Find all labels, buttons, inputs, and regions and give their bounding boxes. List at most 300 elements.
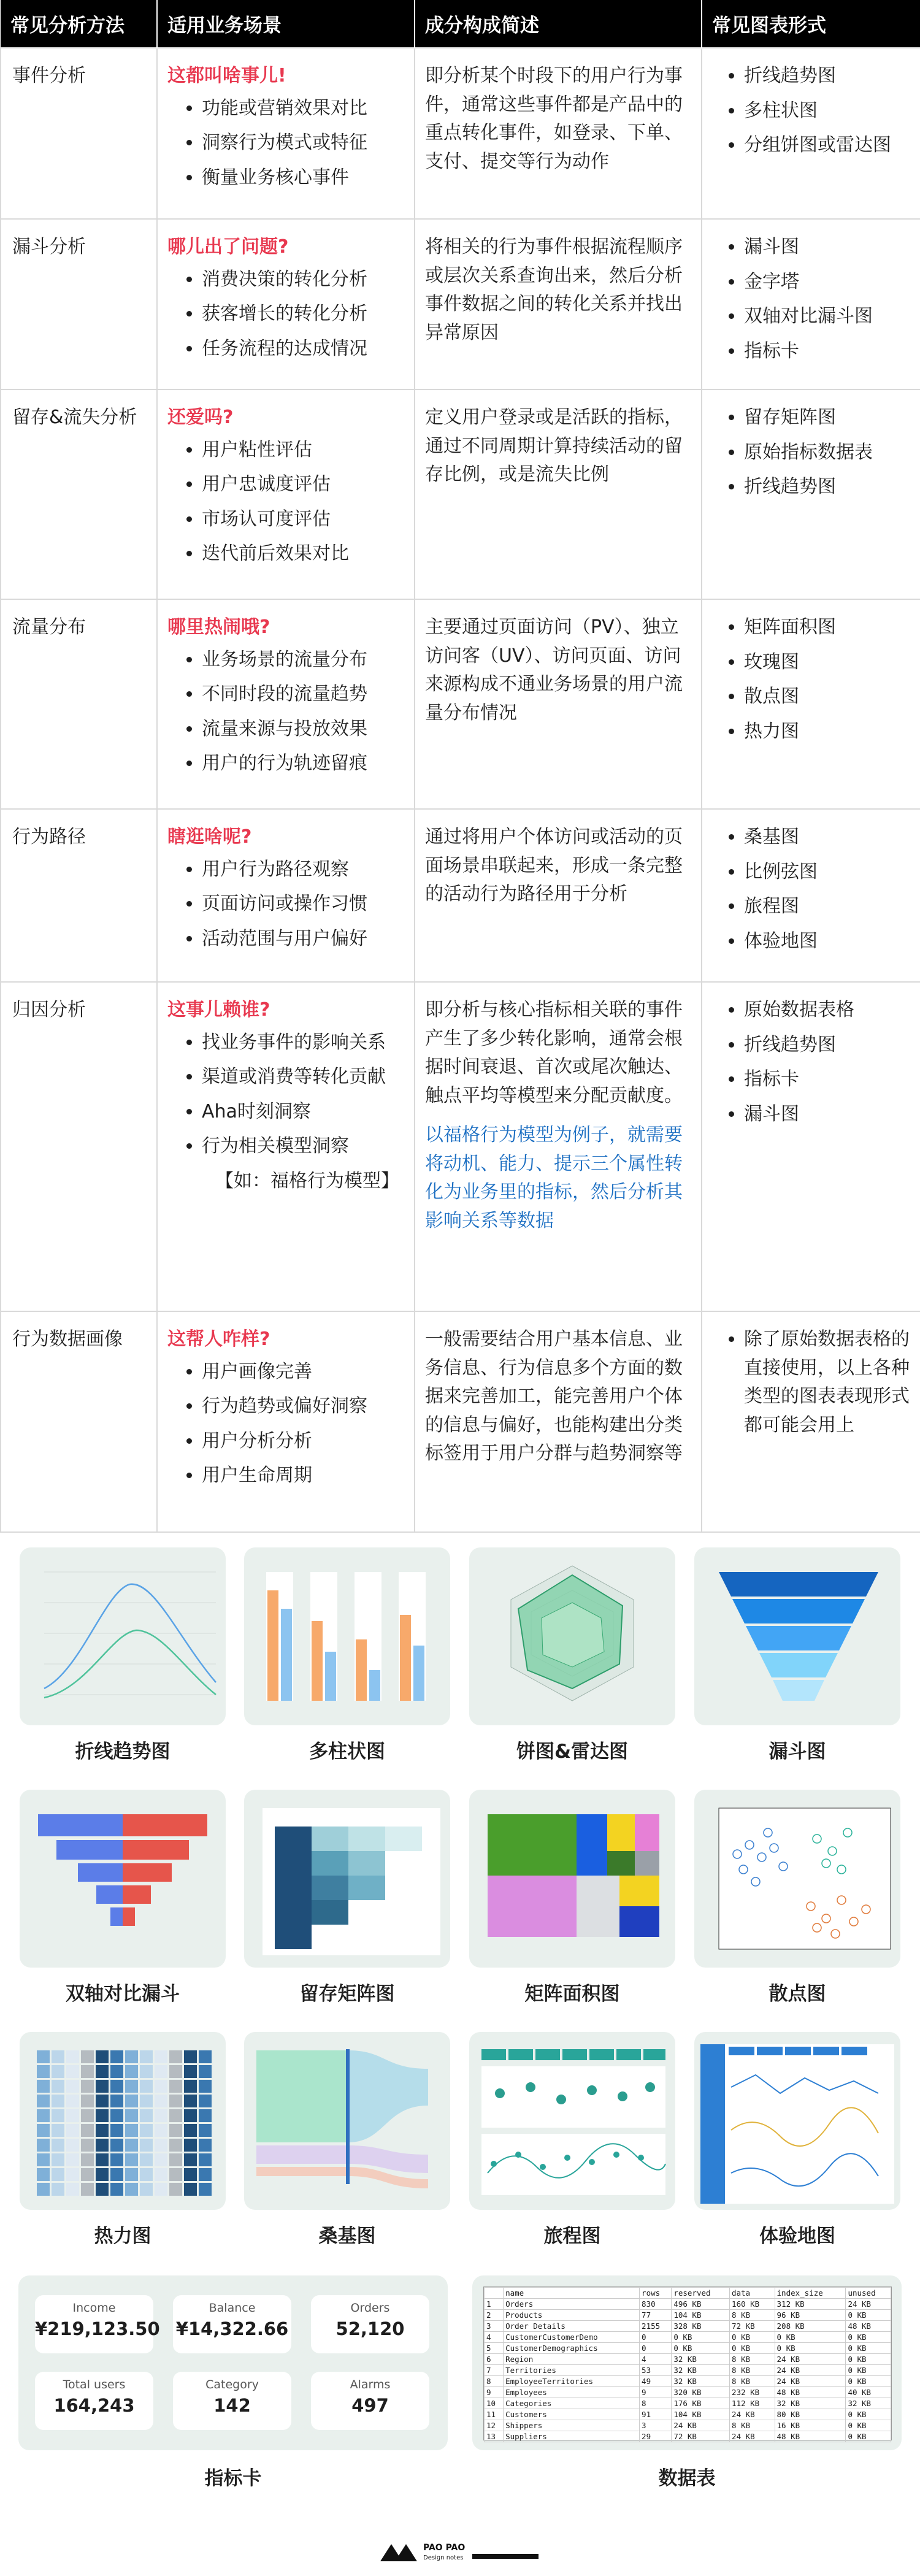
- heatmap-cell: [155, 2168, 167, 2181]
- scene-item: • 获客增长的转化分析: [202, 300, 404, 329]
- bar-chart-card: [244, 1547, 450, 1725]
- chart-item: • 体验地图: [744, 927, 910, 956]
- data-table-cell: 0 KB: [730, 2343, 775, 2354]
- heatmap-cell: [140, 2153, 153, 2166]
- heatmap-cell: [37, 2050, 50, 2063]
- heatmap-cell: [199, 2095, 212, 2107]
- data-table-cell: 0 KB: [846, 2354, 891, 2365]
- kpi-label: Balance: [209, 2301, 256, 2315]
- treemap-card: [469, 1790, 675, 1968]
- heatmap-cell: [96, 2109, 109, 2122]
- heatmap-cell: [155, 2080, 167, 2093]
- line-chart-thumbnail: [20, 1547, 226, 1725]
- table-row: [485, 2310, 891, 2321]
- logo-line1: PAO PAO: [423, 2543, 466, 2553]
- heatmap-cell: [155, 2109, 167, 2122]
- data-table-cell: CustomerDemographics: [504, 2343, 640, 2354]
- data-table-cell: 77: [640, 2310, 672, 2321]
- heatmap-cell: [169, 2168, 182, 2181]
- heatmap-cell: [140, 2124, 153, 2137]
- data-table-cell: 24 KB: [846, 2299, 891, 2310]
- charts-cell: [702, 982, 920, 1311]
- heatmap-cell: [96, 2065, 109, 2078]
- heatmap-cell: [37, 2065, 50, 2078]
- sankey-caption: 桑基图: [318, 2225, 376, 2247]
- data-table-cell: 3: [640, 2420, 672, 2431]
- heatmap-cell: [52, 2065, 64, 2078]
- scene-cell: [157, 48, 415, 219]
- data-table-cell: 208 KB: [775, 2321, 846, 2332]
- data-table-cell: 160 KB: [730, 2299, 775, 2310]
- charts-cell: [702, 219, 920, 389]
- heatmap-cell: [184, 2153, 197, 2166]
- heatmap-cell: [52, 2050, 64, 2063]
- desc-cell: 定义用户登录或是活跃的指标，通过不同周期计算持续活动的留存比例，或是流失比例: [415, 389, 702, 599]
- data-table-cell: 32 KB: [846, 2398, 891, 2409]
- data-table-cell: 4: [640, 2354, 672, 2365]
- chart-item: • 玫瑰图: [744, 648, 910, 677]
- kpi-card-income: [35, 2295, 160, 2353]
- data-table-cell: 1: [485, 2299, 504, 2310]
- data-table-caption: 数据表: [658, 2467, 716, 2490]
- heatmap-cell: [125, 2050, 138, 2063]
- data-table-cell: 10: [485, 2398, 504, 2409]
- data-table-cell: 24 KB: [730, 2409, 775, 2420]
- heatmap-cell: [66, 2139, 79, 2152]
- data-table-cell: 24 KB: [730, 2431, 775, 2442]
- data-table-cell: 0: [640, 2332, 672, 2343]
- heatmap-cell: [66, 2050, 79, 2063]
- scene-item: • 市场认可度评估: [202, 505, 404, 534]
- journey-thumbnail: [469, 2032, 675, 2210]
- heatmap-cell: [110, 2124, 123, 2137]
- heatmap-cell: [125, 2080, 138, 2093]
- funnel-chart-card: [694, 1547, 900, 1725]
- scene-question: 瞎逛啥呢?: [167, 826, 252, 848]
- heatmap-cell: [140, 2095, 153, 2107]
- heatmap-cell: [96, 2153, 109, 2166]
- data-table-cell: Orders: [504, 2299, 640, 2310]
- heatmap-cell: [81, 2095, 94, 2107]
- data-table-cell: 96 KB: [775, 2310, 846, 2321]
- data-table-cell: Customers: [504, 2409, 640, 2420]
- heatmap-cell: [66, 2168, 79, 2181]
- scene-item: • 渠道或消费等转化贡献: [202, 1063, 404, 1092]
- heatmap-cell: [184, 2139, 197, 2152]
- heatmap-thumbnail: [20, 2032, 226, 2210]
- brand-logo: [380, 2538, 540, 2563]
- heatmap-cell: [81, 2050, 94, 2063]
- heatmap-cell: [81, 2168, 94, 2181]
- heatmap-cell: [125, 2095, 138, 2107]
- sankey-card: [244, 2032, 450, 2210]
- heatmap-cell: [96, 2080, 109, 2093]
- journey-card: [469, 2032, 675, 2210]
- table-row: [485, 2365, 891, 2376]
- method-cell: 行为数据画像: [1, 1311, 157, 1532]
- dual-funnel-card: [20, 1790, 226, 1968]
- table-row: [1, 599, 920, 809]
- chart-item: • 分组饼图或雷达图: [744, 131, 910, 160]
- heatmap-cell: [199, 2139, 212, 2152]
- table-row: [485, 2420, 891, 2431]
- heatmap-cell: [110, 2139, 123, 2152]
- heatmap-cell: [125, 2153, 138, 2166]
- heatmap-cell: [110, 2080, 123, 2093]
- heatmap-cell: [155, 2183, 167, 2196]
- data-table-cell: 0 KB: [846, 2420, 891, 2431]
- treemap-thumbnail: [469, 1790, 675, 1968]
- data-table-cell: 9: [640, 2387, 672, 2398]
- data-table-cell: 8 KB: [730, 2310, 775, 2321]
- scene-item: • 流量来源与投放效果: [202, 715, 404, 744]
- data-table-cell: Region: [504, 2354, 640, 2365]
- heatmap-cell: [52, 2109, 64, 2122]
- heatmap-cell: [140, 2065, 153, 2078]
- data-table-header: [485, 2288, 891, 2299]
- desc-cell: 主要通过页面访问（PV）、独立访问客（UV）、访问页面、访问来源构成不通业务场景的用户流量分布情况: [415, 599, 702, 809]
- data-table-cell: 312 KB: [775, 2299, 846, 2310]
- data-table-cell: 48 KB: [846, 2321, 891, 2332]
- heatmap-cell: [169, 2065, 182, 2078]
- heatmap-cell: [125, 2065, 138, 2078]
- kpi-value: ¥219,123.50: [35, 2318, 160, 2339]
- data-table-cell: 830: [640, 2299, 672, 2310]
- heatmap-cell: [169, 2139, 182, 2152]
- heatmap-cell: [184, 2080, 197, 2093]
- heatmap-cell: [155, 2050, 167, 2063]
- table-row: [485, 2332, 891, 2343]
- heatmap-cell: [37, 2109, 50, 2122]
- method-cell: 事件分析: [1, 48, 157, 219]
- table-row: [485, 2409, 891, 2420]
- data-table-cell: 0 KB: [775, 2343, 846, 2354]
- chart-item: • 折线趋势图: [744, 62, 910, 91]
- heatmap-cell: [96, 2183, 109, 2196]
- data-table-cell: 24 KB: [775, 2354, 846, 2365]
- kpi-label: Alarms: [350, 2378, 391, 2391]
- data-table-cell: 32 KB: [672, 2354, 730, 2365]
- kpi-card-alarms: [311, 2372, 429, 2430]
- scene-item: • 用户忠诚度评估: [202, 470, 404, 499]
- heatmap-cell: [155, 2153, 167, 2166]
- chart-item: • 桑基图: [744, 823, 910, 852]
- dual-funnel-thumbnail: [20, 1790, 226, 1968]
- scene-cell: [157, 599, 415, 809]
- heatmap-cell: [169, 2109, 182, 2122]
- kpi-card-orders: [311, 2295, 429, 2353]
- chart-item: • 热力图: [744, 718, 910, 746]
- bar-chart-caption: 多柱状图: [309, 1741, 385, 1763]
- charts-cell: [702, 389, 920, 599]
- chart-item: • 指标卡: [744, 337, 910, 366]
- heatmap-caption: 热力图: [94, 2225, 151, 2247]
- scene-item: • 消费决策的转化分析: [202, 266, 404, 294]
- line-chart-caption: 折线趋势图: [75, 1741, 171, 1763]
- table-row: [485, 2321, 891, 2332]
- heatmap-cell: [52, 2168, 64, 2181]
- data-table-cell: 80 KB: [775, 2409, 846, 2420]
- table-row: [1, 219, 920, 389]
- heatmap-cell: [96, 2168, 109, 2181]
- heatmap-cell: [199, 2124, 212, 2137]
- kpi-value: ¥14,322.66: [175, 2318, 289, 2339]
- data-table-cell: 8: [640, 2398, 672, 2409]
- scene-item: • 找业务事件的影响关系: [202, 1029, 404, 1057]
- heatmap-cell: [52, 2095, 64, 2107]
- data-table-cell: 29: [640, 2431, 672, 2442]
- kpi-label: Income: [72, 2301, 116, 2315]
- scene-cell: [157, 389, 415, 599]
- kpi-card-users: [35, 2372, 153, 2430]
- heatmap-cell: [52, 2080, 64, 2093]
- desc-cell: [415, 982, 702, 1311]
- data-table-cell: 0 KB: [775, 2332, 846, 2343]
- data-table-cell: 16 KB: [775, 2420, 846, 2431]
- kpi-value: 52,120: [335, 2318, 405, 2339]
- kpi-label: Orders: [350, 2301, 390, 2315]
- heatmap-cell: [96, 2095, 109, 2107]
- kpi-label: Category: [205, 2378, 259, 2391]
- heatmap-cell: [169, 2183, 182, 2196]
- heatmap-cell: [125, 2183, 138, 2196]
- heatmap-cell: [81, 2109, 94, 2122]
- header-scene: 适用业务场景: [157, 0, 415, 48]
- data-table-cell: 112 KB: [730, 2398, 775, 2409]
- kpi-caption: 指标卡: [204, 2467, 262, 2490]
- data-table-cell: 32 KB: [775, 2398, 846, 2409]
- scene-cell: [157, 1311, 415, 1532]
- heatmap-cell: [37, 2080, 50, 2093]
- table-row: [485, 2299, 891, 2310]
- data-table-cell: Suppliers: [504, 2431, 640, 2442]
- heatmap-cell: [199, 2109, 212, 2122]
- data-table-cell: 40 KB: [846, 2387, 891, 2398]
- data-table-cell: 2155: [640, 2321, 672, 2332]
- method-cell: 留存&流失分析: [1, 389, 157, 599]
- heatmap-cell: [81, 2183, 94, 2196]
- heatmap-cell: [37, 2095, 50, 2107]
- heatmap-cell: [155, 2124, 167, 2137]
- heatmap-cell: [110, 2095, 123, 2107]
- desc-highlight: 以福格行为模型为例子，就需要将动机、能力、提示三个属性转化为业务里的指标，然后分析其影响关系等数据: [425, 1124, 683, 1232]
- data-table-column-header: index_size: [775, 2288, 846, 2299]
- scene-item: • 功能或营销效果对比: [202, 94, 404, 123]
- scene-item: • Aha时刻洞察: [202, 1098, 404, 1127]
- heatmap-cell: [169, 2080, 182, 2093]
- scene-item: • 用户生命周期: [202, 1462, 404, 1490]
- chart-item: • 多柱状图: [744, 97, 910, 126]
- heatmap-cell: [199, 2153, 212, 2166]
- heatmap-cell: [96, 2050, 109, 2063]
- data-table-cell: 0: [640, 2343, 672, 2354]
- data-table-cell: 0 KB: [846, 2310, 891, 2321]
- charts-cell: [702, 48, 920, 219]
- heatmap-cell: [199, 2183, 212, 2196]
- header-desc: 成分构成简述: [415, 0, 702, 48]
- desc-cell: 将相关的行为事件根据流程顺序或层次关系查询出来，然后分析事件数据之间的转化关系并找出异常原因: [415, 219, 702, 389]
- desc-text: 即分析与核心指标相关联的事件产生了多少转化影响，通常会根据时间衰退、首次或尾次触达、触点平均等模型来分配贡献度。: [425, 999, 683, 1106]
- table-row: [485, 2376, 891, 2387]
- scene-item: • 不同时段的流量趋势: [202, 680, 404, 709]
- data-table-cell: 32 KB: [672, 2376, 730, 2387]
- kpi-label: Total users: [63, 2378, 126, 2391]
- data-table-column-header: unused: [846, 2288, 891, 2299]
- heatmap-cell: [199, 2065, 212, 2078]
- heatmap-card: [20, 2032, 226, 2210]
- table-row: [485, 2431, 891, 2442]
- heatmap-cell: [96, 2124, 109, 2137]
- data-table-cell: 72 KB: [730, 2321, 775, 2332]
- data-table-cell: 8 KB: [730, 2365, 775, 2376]
- scene-item: • 页面访问或操作习惯: [202, 890, 404, 919]
- data-table-cell: EmployeeTerritories: [504, 2376, 640, 2387]
- heatmap-cell: [37, 2183, 50, 2196]
- logo-line2: Design notes: [423, 2555, 464, 2561]
- data-table-cell: 24 KB: [775, 2376, 846, 2387]
- data-table-cell: Territories: [504, 2365, 640, 2376]
- heatmap-cell: [66, 2183, 79, 2196]
- heatmap-cell: [37, 2153, 50, 2166]
- kpi-value: 142: [213, 2395, 251, 2416]
- retention-thumbnail: [244, 1790, 450, 1968]
- table-row: [1, 48, 920, 219]
- data-table-column-header: rows: [640, 2288, 672, 2299]
- heatmap-cell: [184, 2095, 197, 2107]
- table-row: [485, 2343, 891, 2354]
- scene-item: • 迭代前后效果对比: [202, 540, 404, 569]
- heatmap-cell: [81, 2153, 94, 2166]
- heatmap-cell: [81, 2065, 94, 2078]
- data-table-cell: 6: [485, 2354, 504, 2365]
- scene-question: 这都叫啥事儿!: [167, 65, 286, 86]
- data-table-cell: 2: [485, 2310, 504, 2321]
- heatmap-cell: [155, 2065, 167, 2078]
- heatmap-cell: [140, 2050, 153, 2063]
- data-table-cell: 32 KB: [672, 2365, 730, 2376]
- heatmap-cell: [184, 2050, 197, 2063]
- heatmap-cell: [52, 2139, 64, 2152]
- method-cell: 归因分析: [1, 982, 157, 1311]
- data-table-cell: 72 KB: [672, 2431, 730, 2442]
- chart-item: • 除了原始数据表格的直接使用，以上各种类型的图表表现形式都可能会用上: [744, 1325, 910, 1439]
- scene-cell: [157, 219, 415, 389]
- table-row: [1, 809, 920, 982]
- heatmap-cell: [155, 2095, 167, 2107]
- heatmap-cell: [155, 2139, 167, 2152]
- data-table-cell: Employees: [504, 2387, 640, 2398]
- data-table-cell: 13: [485, 2431, 504, 2442]
- heatmap-cell: [184, 2168, 197, 2181]
- heatmap-cell: [125, 2139, 138, 2152]
- sankey-thumbnail: [244, 2032, 450, 2210]
- scatter-caption: 散点图: [769, 1983, 826, 2005]
- data-table-cell: 176 KB: [672, 2398, 730, 2409]
- radar-chart-caption: 饼图&雷达图: [516, 1741, 629, 1763]
- heatmap-cell: [110, 2183, 123, 2196]
- data-table-cell: 320 KB: [672, 2387, 730, 2398]
- chart-item: • 金字塔: [744, 268, 910, 297]
- heatmap-cell: [37, 2124, 50, 2137]
- funnel-chart-caption: 漏斗图: [769, 1741, 826, 1763]
- scene-question: 这事儿赖谁?: [167, 999, 270, 1021]
- radar-chart-thumbnail: [469, 1547, 675, 1725]
- heatmap-cell: [110, 2050, 123, 2063]
- scene-item: • 用户粘性评估: [202, 436, 404, 465]
- logo-mark-icon: [380, 2538, 540, 2563]
- table-row: [1, 982, 920, 1311]
- scene-question: 还爱吗?: [167, 407, 234, 428]
- charts-cell: [702, 809, 920, 982]
- heatmap-cell: [184, 2109, 197, 2122]
- scene-question: 哪儿出了问题?: [167, 236, 289, 258]
- data-table-cell: 0 KB: [672, 2332, 730, 2343]
- data-table-column-header: reserved: [672, 2288, 730, 2299]
- data-table-cell: Order Details: [504, 2321, 640, 2332]
- data-table-cell: CustomerCustomerDemo: [504, 2332, 640, 2343]
- scene-item: • 洞察行为模式或特征: [202, 129, 404, 158]
- data-table-cell: 8 KB: [730, 2376, 775, 2387]
- heatmap-cell: [199, 2080, 212, 2093]
- data-table-cell: 9: [485, 2387, 504, 2398]
- data-table-cell: 496 KB: [672, 2299, 730, 2310]
- data-table-cell: 0 KB: [846, 2409, 891, 2420]
- data-table-cell: 0 KB: [846, 2343, 891, 2354]
- heatmap-cell: [81, 2124, 94, 2137]
- data-table-cell: 8 KB: [730, 2354, 775, 2365]
- heatmap-cell: [140, 2109, 153, 2122]
- table-row: [1, 389, 920, 599]
- heatmap-cell: [125, 2109, 138, 2122]
- method-cell: 流量分布: [1, 599, 157, 809]
- heatmap-cell: [52, 2153, 64, 2166]
- data-table-cell: 3: [485, 2321, 504, 2332]
- heatmap-cell: [52, 2124, 64, 2137]
- data-table-cell: 5: [485, 2343, 504, 2354]
- scene-note: 【如：福格行为模型】: [215, 1170, 399, 1192]
- heatmap-cell: [110, 2065, 123, 2078]
- heatmap-cell: [96, 2139, 109, 2152]
- heatmap-cell: [140, 2183, 153, 2196]
- heatmap-cell: [140, 2168, 153, 2181]
- chart-item: • 漏斗图: [744, 233, 910, 262]
- heatmap-cell: [125, 2168, 138, 2181]
- heatmap-cell: [184, 2183, 197, 2196]
- method-cell: 行为路径: [1, 809, 157, 982]
- experience-caption: 体验地图: [759, 2225, 835, 2247]
- scene-item: • 活动范围与用户偏好: [202, 925, 404, 954]
- heatmap-cell: [199, 2168, 212, 2181]
- heatmap-cell: [81, 2080, 94, 2093]
- data-table-cell: 24 KB: [672, 2420, 730, 2431]
- data-table-cell: 0 KB: [846, 2431, 891, 2442]
- charts-cell: [702, 599, 920, 809]
- data-table-cell: 0 KB: [730, 2332, 775, 2343]
- chart-item: • 折线趋势图: [744, 1031, 910, 1060]
- data-table-cell: 0 KB: [846, 2332, 891, 2343]
- journey-caption: 旅程图: [543, 2225, 601, 2247]
- scene-cell: [157, 982, 415, 1311]
- scatter-card: [694, 1790, 900, 1968]
- heatmap-cell: [66, 2095, 79, 2107]
- heatmap-cell: [110, 2109, 123, 2122]
- data-table-panel: [472, 2275, 902, 2450]
- heatmap-cell: [184, 2124, 197, 2137]
- chart-item: • 原始数据表格: [744, 996, 910, 1025]
- desc-cell: 通过将用户个体访问或活动的页面场景串联起来，形成一条完整的活动行为路径用于分析: [415, 809, 702, 982]
- data-table-cell: 48 KB: [775, 2387, 846, 2398]
- scene-question: 哪里热闹哦?: [167, 616, 270, 638]
